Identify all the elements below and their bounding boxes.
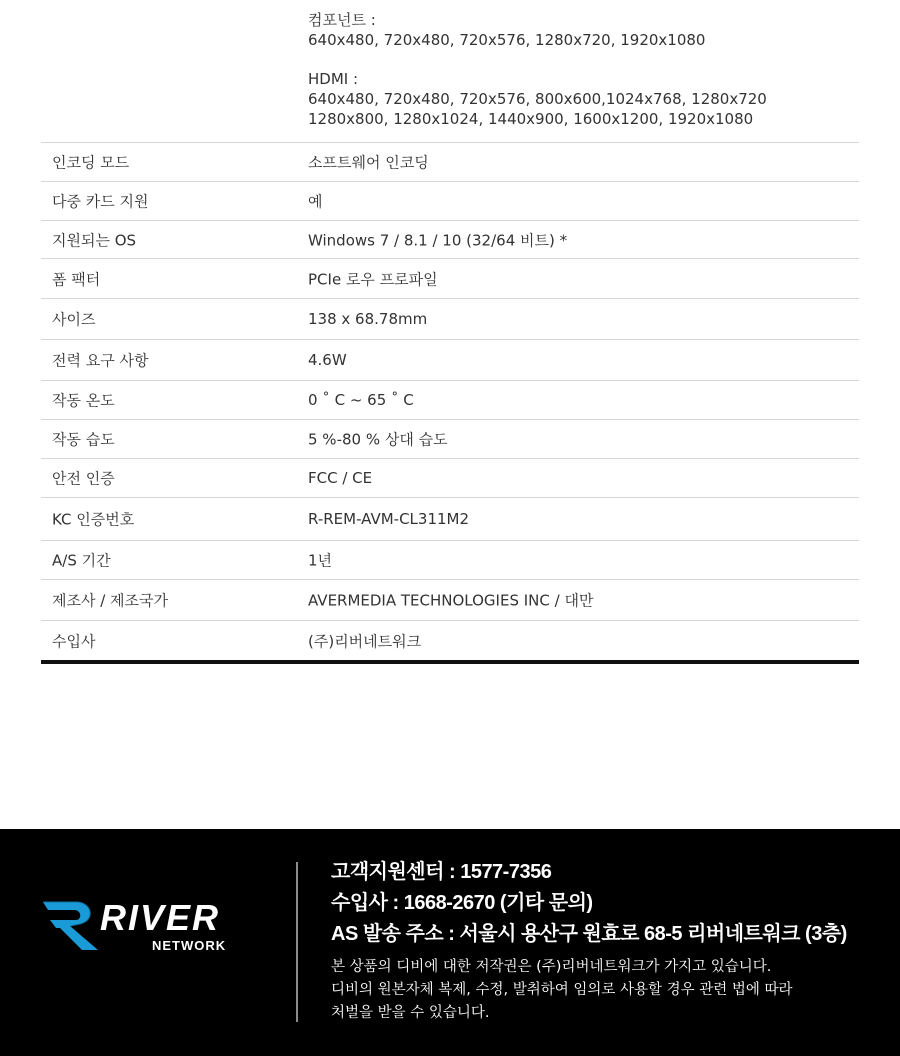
spec-row (41, 299, 859, 340)
spec-label: 인코딩 모드 (52, 153, 130, 172)
spec-row (41, 143, 859, 182)
spec-value: R-REM-AVM-CL311M2 (308, 510, 470, 528)
footer-info (331, 857, 847, 1025)
as-address: AS 발송 주소 : 서울시 용산구 원효로 68-5 리버네트워크 (3층) (331, 923, 847, 945)
spec-value: AVERMEDIA TECHNOLOGIES INC / 대만 (308, 591, 594, 610)
spec-value: Windows 7 / 8.1 / 10 (32/64 비트) * (308, 231, 568, 249)
hdmi-values-2: 1280x800, 1280x1024, 1440x900, 1600x1200, 1920x1080 (308, 110, 754, 128)
spec-row (41, 259, 859, 299)
spec-value: PCIe 로우 프로파일 (308, 270, 438, 288)
spec-value: 4.6W (308, 351, 347, 369)
spec-row (41, 340, 859, 381)
spec-label: A/S 기간 (52, 551, 111, 570)
logo-word: RIVER (100, 897, 221, 938)
copyright-line: 디비의 원본자체 복제, 수정, 발취하여 임의로 사용할 경우 관련 법에 따라 (331, 982, 793, 998)
spec-row (41, 182, 859, 221)
spec-row (41, 541, 859, 580)
support-center: 고객지원센터 : 1577-7356 (331, 861, 552, 883)
spec-label: 안전 인증 (52, 469, 115, 488)
spec-label: 작동 습도 (52, 430, 115, 449)
spec-row (41, 498, 859, 541)
spec-label: 전력 요구 사항 (52, 351, 149, 370)
spec-label: 지원되는 OS (52, 231, 137, 249)
spec-row (41, 459, 859, 498)
spec-value: (주)리버네트워크 (308, 632, 422, 650)
spec-label: 다중 카드 지원 (52, 192, 149, 211)
copyright-line: 처벌을 받을 수 있습니다. (331, 1005, 490, 1021)
spec-row (41, 580, 859, 621)
copyright-line: 본 상품의 디비에 대한 저작권은 (주)리버네트워크가 가지고 있습니다. (331, 959, 772, 975)
spec-row (41, 221, 859, 259)
spec-value: 0 ˚ C ~ 65 ˚ C (308, 391, 414, 409)
spec-value: FCC / CE (308, 469, 373, 487)
river-network-logo (40, 890, 266, 962)
spec-value: 1년 (308, 551, 333, 570)
spec-value: 소프트웨어 인코딩 (308, 153, 429, 172)
importer-phone: 수입사 : 1668-2670 (기타 문의) (331, 892, 593, 914)
spec-value: 예 (308, 192, 323, 211)
spec-label: KC 인증번호 (52, 510, 135, 529)
table-end-rule (41, 660, 859, 664)
spec-label: 수입사 (52, 632, 96, 650)
footer-divider (296, 862, 298, 1022)
spec-row-resolution (41, 0, 859, 143)
spec-label: 폼 팩터 (52, 270, 101, 288)
copyright-notice (331, 956, 847, 1025)
component-label: 컴포넌트 : (308, 11, 376, 29)
spec-label: 제조사 / 제조국가 (52, 591, 169, 610)
component-values: 640x480, 720x480, 720x576, 1280x720, 1920x1080 (308, 31, 706, 49)
spec-row (41, 381, 859, 420)
spec-label: 사이즈 (52, 310, 96, 329)
spec-label: 작동 온도 (52, 391, 115, 410)
spec-value: 5 %-80 % 상대 습도 (308, 430, 448, 449)
hdmi-label: HDMI : (308, 70, 359, 88)
spec-row (41, 621, 859, 660)
hdmi-values-1: 640x480, 720x480, 720x576, 800x600,1024x768, 1280x720 (308, 90, 767, 108)
resolution-value (308, 10, 767, 129)
spec-row (41, 420, 859, 459)
spec-table (41, 0, 859, 660)
logo-sub: NETWORK (152, 938, 227, 953)
spec-value: 138 x 68.78mm (308, 310, 428, 328)
